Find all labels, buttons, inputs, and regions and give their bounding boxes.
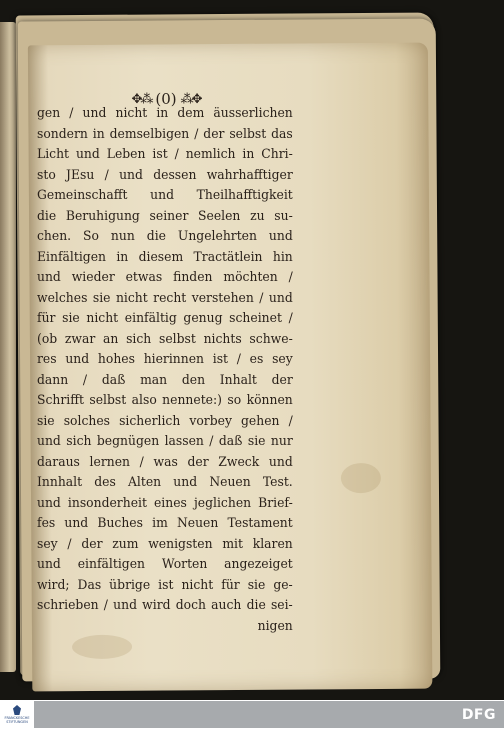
text-line: schrieben / und wird doch auch die sei- — [37, 598, 293, 613]
text-line: Innhalt des Alten und Neuen Test. — [37, 475, 293, 490]
text-line: die Beruhigung seiner Seelen zu su- — [37, 208, 293, 224]
text-line: gen / und nicht in dem äusserlichen — [37, 106, 293, 121]
text-line: sey / der zum wenigsten mit klaren — [37, 536, 293, 552]
text-line: sie solches sicherlich vorbey gehen / — [37, 413, 293, 429]
text-line: dann / daß man den Inhalt der — [37, 372, 293, 388]
library-emblem-icon — [13, 705, 21, 715]
text-line: sto JEsu / und dessen wahrhafftiger — [37, 167, 293, 183]
text-line: fes und Buches im Neuen Testament — [37, 516, 293, 531]
page-body-text — [37, 104, 292, 637]
text-line: Licht und Leben ist / nemlich in Chri- — [37, 147, 293, 162]
text-line: und einfältigen Worten angezeiget — [37, 557, 293, 572]
ornament-left-icon: ✥⁂ — [131, 91, 152, 107]
paper-stain — [341, 463, 381, 493]
text-line: Schrifft selbst also nennete:) so können — [37, 393, 293, 408]
text-line: und wieder etwas finden möchten / — [37, 270, 293, 285]
paper-stain — [72, 635, 132, 659]
dfg-logo[interactable]: DFG — [461, 707, 496, 723]
text-line: Gemeinschafft und Theilhafftigkeit — [37, 188, 293, 203]
text-line: sondern in demselbigen / der selbst das — [37, 126, 293, 142]
footer-strip — [34, 701, 504, 728]
text-line: für sie nicht einfältig genug scheinet / — [37, 311, 293, 326]
text-line: welches sie nicht recht verstehen / und — [37, 290, 293, 306]
ornament-right-icon: ⁂✥ — [180, 91, 201, 107]
text-line: Einfältigen in diesem Tractätlein hin — [37, 249, 293, 265]
library-logo-text: FRANCKESCHE STIFTUNGEN — [4, 716, 30, 724]
library-logo[interactable] — [3, 701, 31, 728]
text-line: wird; Das übrige ist nicht für sie ge- — [37, 577, 293, 593]
text-line: res und hohes hierinnen ist / es sey — [37, 352, 293, 367]
text-line: (ob zwar an sich selbst nichts schwe- — [37, 331, 293, 347]
text-line: daraus lernen / was der Zweck und — [37, 454, 293, 470]
page-number: (0) — [155, 90, 177, 108]
facing-page-edge — [0, 22, 16, 672]
text-line: chen. So nun die Ungelehrten und — [37, 229, 293, 244]
text-line: und sich begnügen lassen / daß sie nur — [37, 434, 293, 449]
text-line: nigen — [257, 618, 293, 634]
text-line: und insonderheit eines jeglichen Brief- — [37, 495, 293, 511]
